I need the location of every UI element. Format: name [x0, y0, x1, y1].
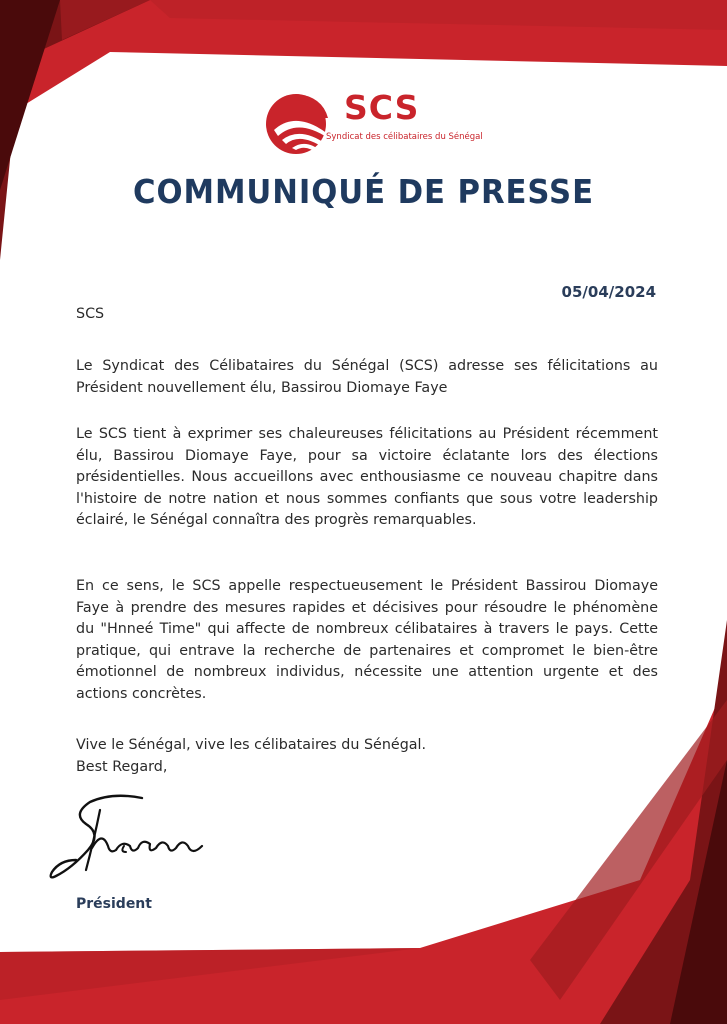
paragraph-text: En ce sens, le SCS appelle respectueusement le Président Bassirou Diomaye Faye à prendre des mesures rapides et décisives pour résoudre le phénomène du "Hnneé Time" qui affecte de nombreux célibataires à travers le pays. Cette pratique, qui entrave la recherche de partenaires et compromet le bien-être émotionnel de nombreux individus, nécessite une attention urgente et des actions concrètes. [76, 578, 658, 702]
logo-name: SCS [344, 88, 420, 127]
handwritten-signature [42, 790, 232, 890]
scs-logo-icon [262, 84, 338, 160]
paragraph-text: Le Syndicat des Célibataires du Sénégal (SCS) adresse ses félicitations au Président nouvellement élu, Bassirou Diomaye Faye [76, 358, 658, 396]
closing-line: Vive le Sénégal, vive les célibataires du Sénégal. [76, 737, 427, 753]
paragraph-3 [76, 576, 658, 705]
logo-subtitle: Syndicat des célibataires du Sénégal [326, 132, 483, 142]
paragraph-1 [76, 356, 658, 399]
paragraph-2 [76, 424, 658, 532]
salutation-text: SCS [76, 306, 105, 322]
scs-logo [262, 84, 482, 164]
document-date: 05/04/2024 [561, 283, 656, 301]
signer-role: Président [76, 896, 152, 912]
document-title: COMMUNIQUÉ DE PRESSE [133, 172, 594, 211]
paragraph-text: Le SCS tient à exprimer ses chaleureuses félicitations au Président récemment élu, Bassirou Diomaye Faye, pour sa victoire éclatante lors des élections présidentielles. Nous accueillons avec enthousiasme ce nouveau chapitre dans l'histoire de notre nation et nous sommes confiants que sous votre leadership éclairé, le Sénégal connaîtra des progrès remarquables. [76, 426, 658, 528]
regards-line: Best Regard, [76, 758, 168, 775]
salutation [76, 304, 658, 326]
closing-block [76, 735, 658, 778]
